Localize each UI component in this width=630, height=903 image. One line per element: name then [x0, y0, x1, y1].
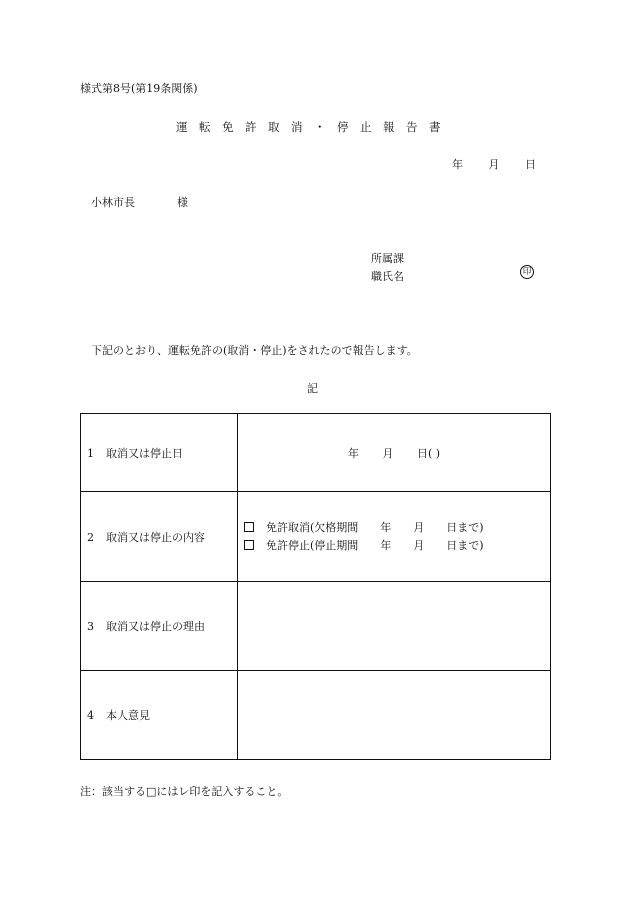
content-options-cell — [238, 492, 551, 582]
option-suspension — [238, 537, 550, 555]
report-date — [452, 156, 536, 172]
seal-mark: 印 — [520, 265, 534, 279]
form-number: 様式第8号(第19条関係) — [80, 82, 198, 95]
table-row — [81, 671, 551, 760]
option-text: 免許取消(欠格期間 — [266, 520, 359, 534]
table-row — [81, 492, 551, 582]
document-title: 運転免許取消・停止報告書 — [176, 120, 452, 134]
option-until: 日まで) — [446, 538, 484, 552]
row-number: 2 — [87, 530, 94, 544]
addressee-name: 小林市長 — [91, 196, 135, 209]
cell-month-label: 月 — [382, 446, 394, 460]
ki-heading: 記 — [307, 382, 318, 395]
date-year-label: 年 — [452, 158, 463, 171]
department-label: 所属課 — [371, 252, 404, 265]
row-label-text: 取消又は停止の内容 — [106, 530, 205, 544]
suspension-checkbox[interactable] — [244, 540, 254, 550]
option-year: 年 — [380, 538, 392, 552]
report-statement: 下記のとおり、運転免許の(取消・停止)をされたので報告します。 — [91, 344, 418, 357]
name-label: 職氏名 — [371, 270, 404, 283]
option-text: 免許停止(停止期間 — [266, 538, 359, 552]
row-number: 3 — [87, 620, 94, 633]
row-label-text: 取消又は停止日 — [106, 446, 183, 460]
option-year: 年 — [380, 520, 392, 534]
addressee — [91, 194, 188, 210]
option-revocation — [238, 519, 550, 537]
cell-year-label: 年 — [347, 446, 359, 460]
addressee-suffix: 様 — [177, 196, 188, 209]
table-row — [81, 414, 551, 492]
stop-date-cell[interactable] — [238, 414, 551, 492]
revocation-checkbox[interactable] — [244, 522, 254, 532]
cell-day-label: 日( ) — [416, 446, 441, 460]
opinion-cell[interactable] — [238, 671, 551, 760]
date-day-label: 日 — [525, 158, 536, 171]
reason-cell[interactable] — [238, 582, 551, 671]
option-month: 月 — [413, 520, 425, 534]
option-month: 月 — [413, 538, 425, 552]
table-row — [81, 582, 551, 671]
row-label-text: 本人意見 — [106, 709, 150, 722]
report-table — [80, 413, 551, 760]
row-label-text: 取消又は停止の理由 — [106, 620, 205, 633]
row-number: 4 — [87, 709, 94, 722]
row-label — [81, 492, 238, 582]
row-label — [81, 671, 238, 760]
row-label — [81, 582, 238, 671]
footnote: 注：該当する□にはレ印を記入すること。 — [80, 785, 289, 798]
row-label — [81, 414, 238, 492]
option-until: 日まで) — [446, 520, 484, 534]
date-month-label: 月 — [488, 158, 500, 171]
row-number: 1 — [87, 446, 94, 460]
